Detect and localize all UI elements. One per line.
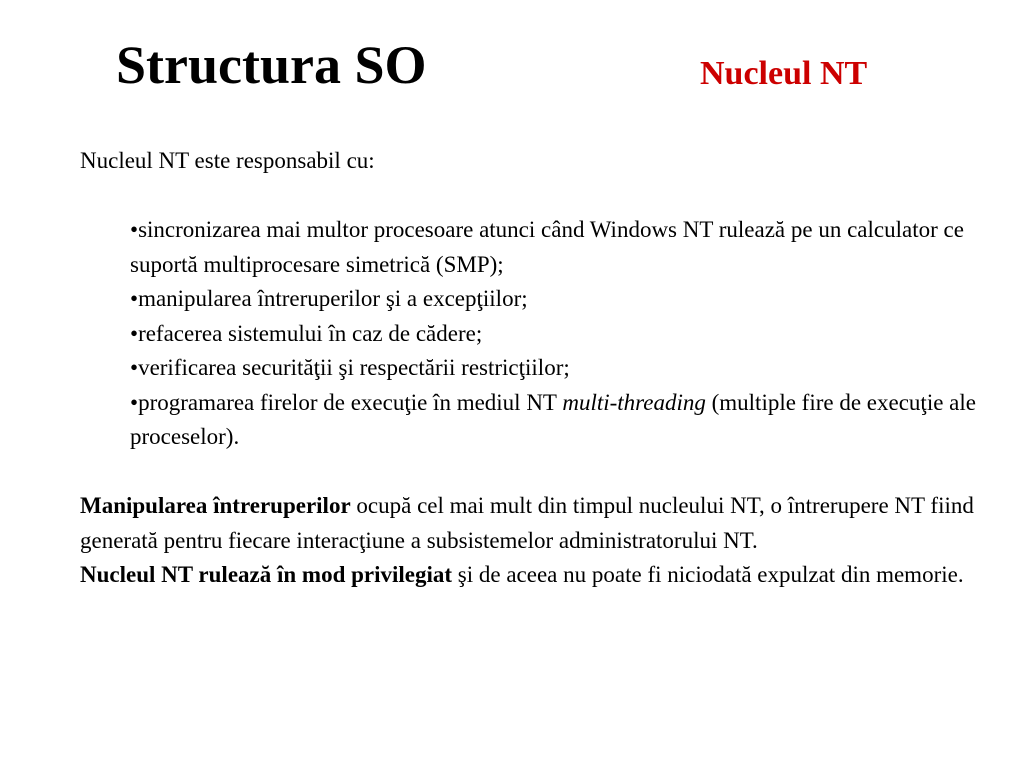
bullet-item <box>130 351 990 386</box>
bullet-text: sincronizarea mai multor procesoare atunci când Windows NT rulează pe un calculator ce suportă multiprocesare simetrică (SMP); <box>130 217 964 277</box>
bullet-item <box>130 282 990 317</box>
paragraph-privileged-bold: Nucleul NT rulează în mod privilegiat <box>80 562 453 587</box>
slide-subtitle: Nucleul NT <box>700 55 868 92</box>
bullet-text-before: programarea firelor de execuţie în mediul NT <box>138 389 563 415</box>
paragraph-interrupts-bold: Manipularea întreruperilor <box>80 493 351 518</box>
bullet-text-after: (multiple fire de execuţie ale proceselor). <box>130 389 976 449</box>
bullet-italic-term: multi-threading <box>562 389 706 415</box>
paragraph-privileged <box>80 558 990 593</box>
paragraph-privileged-text: şi de aceea nu poate fi niciodată expulzat din memorie. <box>452 562 964 587</box>
bullet-item <box>130 386 990 455</box>
bullet-text: verificarea securităţii şi respectării restricţiilor; <box>138 355 570 380</box>
bullet-item <box>130 317 990 352</box>
bullet-item <box>130 213 990 282</box>
bullet-text: refacerea sistemului în caz de cădere; <box>138 320 483 346</box>
slide-title: Structura SO <box>116 35 427 95</box>
slide-body <box>80 144 990 593</box>
paragraph-interrupts <box>80 489 990 558</box>
bullet-text: manipularea întreruperilor şi a excepţiilor; <box>138 286 528 311</box>
bullet-list <box>80 213 990 455</box>
paragraph-interrupts-text: ocupă cel mai mult din timpul nucleului NT, o întrerupere NT fiind generată pentru fiecare interacţiune a subsistemelor administratorului NT. <box>80 493 974 553</box>
intro-text: Nucleul NT este responsabil cu: <box>80 148 375 173</box>
